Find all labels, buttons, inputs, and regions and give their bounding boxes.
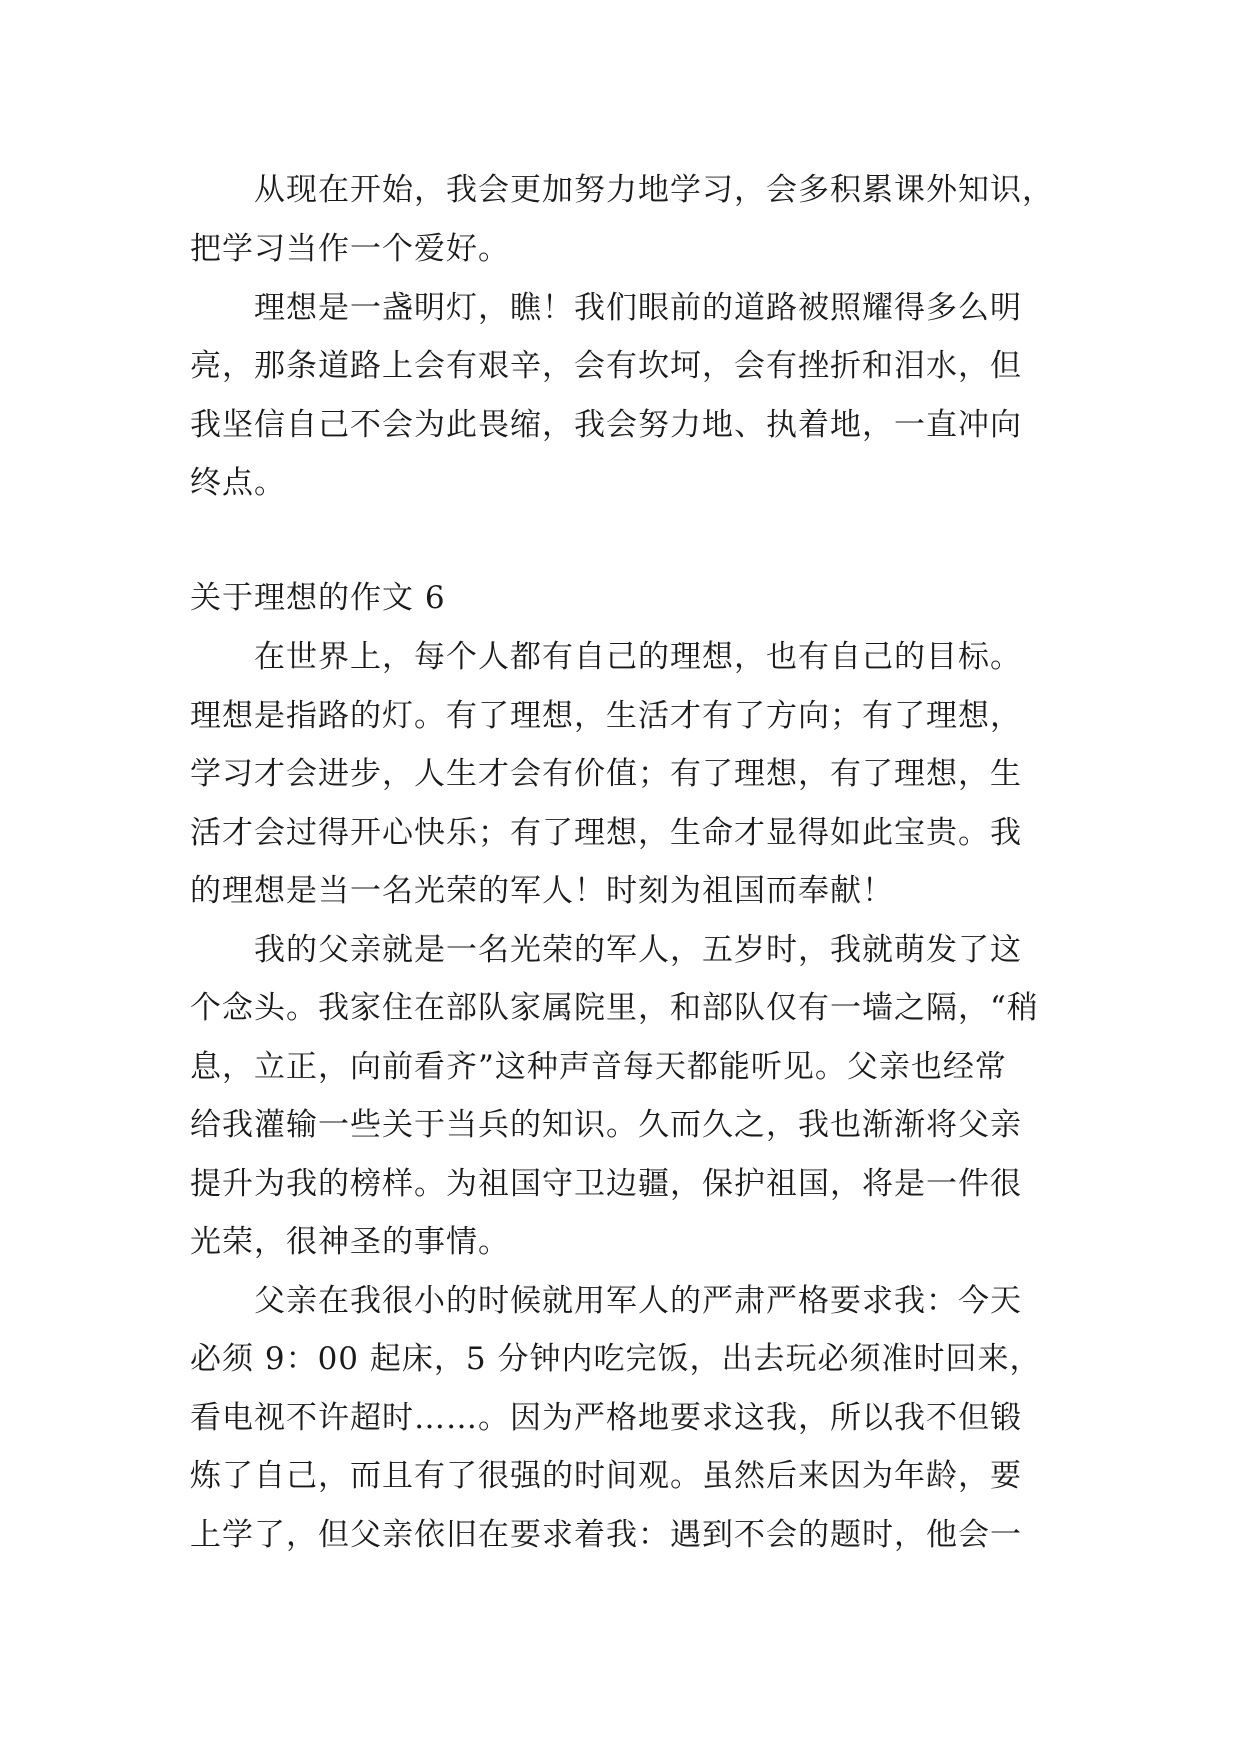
paragraph-line: 理想是一盏明灯，瞧！我们眼前的道路被照耀得多么明	[254, 290, 1022, 326]
paragraph-line: 我的父亲就是一名光荣的军人，五岁时，我就萌发了这	[254, 932, 1022, 968]
paragraph-line: 在世界上，每个人都有自己的理想，也有自己的目标。	[254, 639, 1022, 675]
paragraph-line: 终点。	[190, 465, 286, 501]
paragraph-line: 的理想是当一名光荣的军人！时刻为祖国而奉献！	[190, 873, 894, 909]
section-heading: 关于理想的作文 6	[190, 580, 446, 616]
paragraph-line: 活才会过得开心快乐；有了理想，生命才显得如此宝贵。我	[190, 815, 1022, 851]
paragraph-line: 光荣，很神圣的事情。	[190, 1224, 510, 1260]
paragraph-line: 理想是指路的灯。有了理想，生活才有了方向；有了理想，	[190, 698, 1022, 734]
paragraph-line: 父亲在我很小的时候就用军人的严肃严格要求我：今天	[254, 1283, 1022, 1319]
paragraph-line: 个念头。我家住在部队家属院里，和部队仅有一墙之隔，“稍	[190, 990, 1039, 1026]
paragraph-line: 给我灌输一些关于当兵的知识。久而久之，我也渐渐将父亲	[190, 1107, 1022, 1143]
paragraph-line: 提升为我的榜样。为祖国守卫边疆，保护祖国，将是一件很	[190, 1166, 1022, 1202]
paragraph-line: 上学了，但父亲依旧在要求着我：遇到不会的题时，他会一	[190, 1517, 1022, 1553]
paragraph-line: 看电视不许超时……。因为严格地要求这我，所以我不但锻	[190, 1400, 1022, 1436]
paragraph-line: 从现在开始，我会更加努力地学习，会多积累课外知识，	[254, 172, 1054, 208]
paragraph-line: 息，立正，向前看齐”这种声音每天都能听见。父亲也经常	[190, 1049, 1007, 1085]
paragraph-line: 我坚信自己不会为此畏缩，我会努力地、执着地，一直冲向	[190, 407, 1022, 443]
paragraph-line: 学习才会进步，人生才会有价值；有了理想，有了理想，生	[190, 756, 1022, 792]
paragraph-line: 炼了自己，而且有了很强的时间观。虽然后来因为年龄，要	[190, 1458, 1022, 1494]
paragraph-line: 必须 9：00 起床，5 分钟内吃完饭，出去玩必须准时回来，	[190, 1341, 1042, 1377]
paragraph-line: 把学习当作一个爱好。	[190, 231, 510, 267]
paragraph-line: 亮，那条道路上会有艰辛，会有坎坷，会有挫折和泪水，但	[190, 348, 1022, 384]
